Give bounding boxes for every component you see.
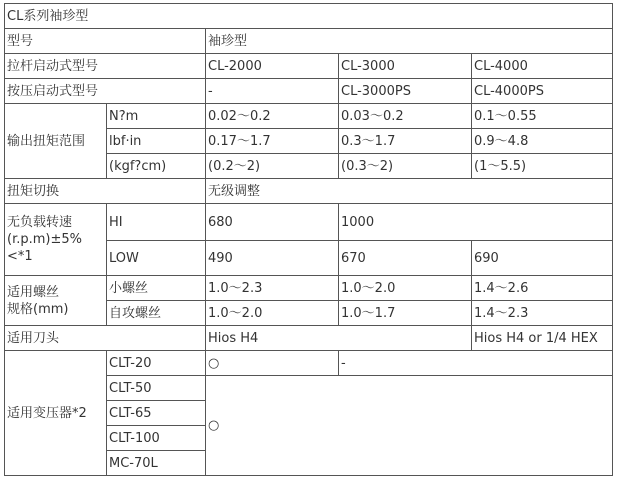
speed-hi-c23: 1000 — [339, 204, 613, 241]
screw-tap-c3: 1.4～2.3 — [472, 301, 613, 326]
push-start-c2: CL-3000PS — [339, 79, 472, 104]
speed-mode-hi: HI — [107, 204, 206, 241]
screw-small-c1: 1.0～2.3 — [206, 276, 339, 301]
torque-switch-value: 无级调整 — [206, 179, 613, 204]
lever-start-c2: CL-3000 — [339, 54, 472, 79]
speed-hi-row — [5, 204, 613, 241]
torque-unit-kgf: (kgf?cm) — [107, 154, 206, 179]
model-value: 袖珍型 — [206, 29, 613, 54]
screw-tap-c1: 1.0～2.0 — [206, 301, 339, 326]
torque-nm-row — [5, 104, 613, 129]
spec-table-wrapper — [4, 3, 613, 476]
torque-unit-nm: N?m — [107, 104, 206, 129]
transformer-row-1 — [5, 351, 613, 376]
model-row — [5, 29, 613, 54]
torque-kgf-c2: (0.3～2) — [339, 154, 472, 179]
speed-low-c3: 690 — [472, 241, 613, 276]
speed-mode-low: LOW — [107, 241, 206, 276]
transformer-model-5: MC-70L — [107, 451, 206, 476]
torque-unit-lbf: lbf·in — [107, 129, 206, 154]
bit-row — [5, 326, 613, 351]
lever-start-c1: CL-2000 — [206, 54, 339, 79]
transformer-model-2: CLT-50 — [107, 376, 206, 401]
lever-start-c3: CL-4000 — [472, 54, 613, 79]
torque-nm-c2: 0.03～0.2 — [339, 104, 472, 129]
transformer-rest-value: ○ — [206, 376, 613, 476]
table-title: CL系列袖珍型 — [5, 4, 613, 29]
push-start-row — [5, 79, 613, 104]
push-start-label: 按压启动式型号 — [5, 79, 206, 104]
no-load-speed-label — [5, 204, 107, 276]
no-load-speed-label-line2: (r.p.m)±5% — [7, 232, 82, 247]
torque-kgf-c1: (0.2～2) — [206, 154, 339, 179]
push-start-c3: CL-4000PS — [472, 79, 613, 104]
screw-spec-label-line1: 适用螺丝 — [7, 284, 60, 300]
torque-nm-c3: 0.1～0.55 — [472, 104, 613, 129]
torque-range-label: 输出扭矩范围 — [5, 104, 107, 179]
transformer-model-3: CLT-65 — [107, 401, 206, 426]
screw-type-tapping: 自攻螺丝 — [107, 301, 206, 326]
torque-kgf-c3: (1～5.5) — [472, 154, 613, 179]
bit-c3: Hios H4 or 1/4 HEX — [472, 326, 613, 351]
no-load-speed-label-line3: <*1 — [7, 249, 33, 264]
torque-lbf-c2: 0.3～1.7 — [339, 129, 472, 154]
torque-switch-row — [5, 179, 613, 204]
speed-hi-c1: 680 — [206, 204, 339, 241]
screw-spec-label — [5, 276, 107, 326]
transformer-model-1: CLT-20 — [107, 351, 206, 376]
screw-type-small: 小螺丝 — [107, 276, 206, 301]
model-label: 型号 — [5, 29, 206, 54]
push-start-c1: - — [206, 79, 339, 104]
screw-tap-c2: 1.0～1.7 — [339, 301, 472, 326]
screw-small-c2: 1.0～2.0 — [339, 276, 472, 301]
spec-table — [4, 3, 613, 476]
bit-c12: Hios H4 — [206, 326, 472, 351]
transformer-label: 适用变压器*2 — [5, 351, 107, 476]
title-row — [5, 4, 613, 29]
transformer-clt20-c23: - — [339, 351, 613, 376]
speed-low-c1: 490 — [206, 241, 339, 276]
screw-small-row — [5, 276, 613, 301]
transformer-clt20-c1: ○ — [206, 351, 339, 376]
bit-label: 适用刀头 — [5, 326, 206, 351]
torque-lbf-c3: 0.9～4.8 — [472, 129, 613, 154]
speed-low-c2: 670 — [339, 241, 472, 276]
screw-spec-label-line2: 规格(mm) — [7, 301, 69, 317]
torque-nm-c1: 0.02～0.2 — [206, 104, 339, 129]
no-load-speed-label-line1: 无负载转速 — [7, 215, 73, 230]
lever-start-row — [5, 54, 613, 79]
lever-start-label: 拉杆启动式型号 — [5, 54, 206, 79]
screw-small-c3: 1.4～2.6 — [472, 276, 613, 301]
transformer-model-4: CLT-100 — [107, 426, 206, 451]
torque-lbf-c1: 0.17～1.7 — [206, 129, 339, 154]
torque-switch-label: 扭矩切换 — [5, 179, 206, 204]
